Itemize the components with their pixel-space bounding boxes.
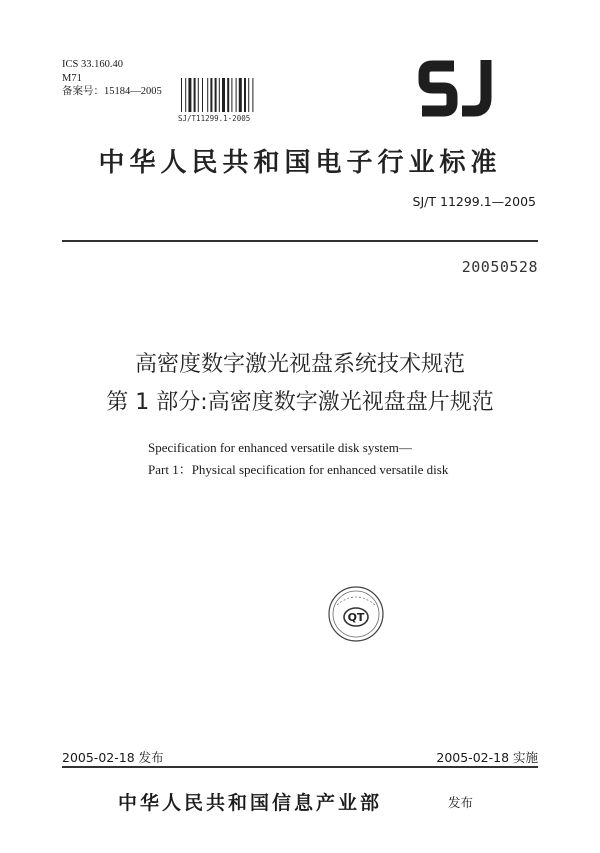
issuing-authority: 中华人民共和国信息产业部 bbox=[118, 792, 383, 814]
standard-code: SJ/T 11299.1—2005 bbox=[412, 194, 536, 209]
standard-category-title: 中华人民共和国电子行业标准 bbox=[98, 148, 502, 178]
implementation-date: 2005-02-18 实施 bbox=[436, 750, 538, 765]
ics-code: ICS 33.160.40 bbox=[62, 59, 123, 70]
title-chinese-line-1: 高密度数字激光视盘系统技术规范 bbox=[134, 352, 465, 377]
barcode-graphic bbox=[180, 78, 258, 112]
seal-stamp-icon bbox=[327, 585, 385, 643]
title-chinese-line-2: 第 1 部分:高密度数字激光视盘盘片规范 bbox=[106, 390, 494, 415]
issuing-authority-suffix: 发布 bbox=[448, 795, 474, 810]
ccs-code: M71 bbox=[62, 72, 82, 84]
title-english-line-1: Specification for enhanced versatile disk system— bbox=[148, 440, 412, 455]
header-divider bbox=[62, 240, 538, 242]
footer-divider bbox=[62, 766, 538, 768]
issue-date: 2005-02-18 发布 bbox=[62, 750, 164, 765]
classification-block bbox=[62, 58, 162, 99]
barcode-caption: SJ/T11299.1-2005 bbox=[178, 114, 251, 123]
record-number: 备案号：15184—2005 bbox=[62, 86, 162, 97]
svg-text:QT: QT bbox=[347, 611, 365, 624]
title-english-line-2: Part 1：Physical specification for enhanced versatile disk bbox=[148, 462, 449, 477]
sj-logo-icon bbox=[418, 56, 498, 120]
stamped-serial-number: 20050528 bbox=[461, 258, 538, 276]
